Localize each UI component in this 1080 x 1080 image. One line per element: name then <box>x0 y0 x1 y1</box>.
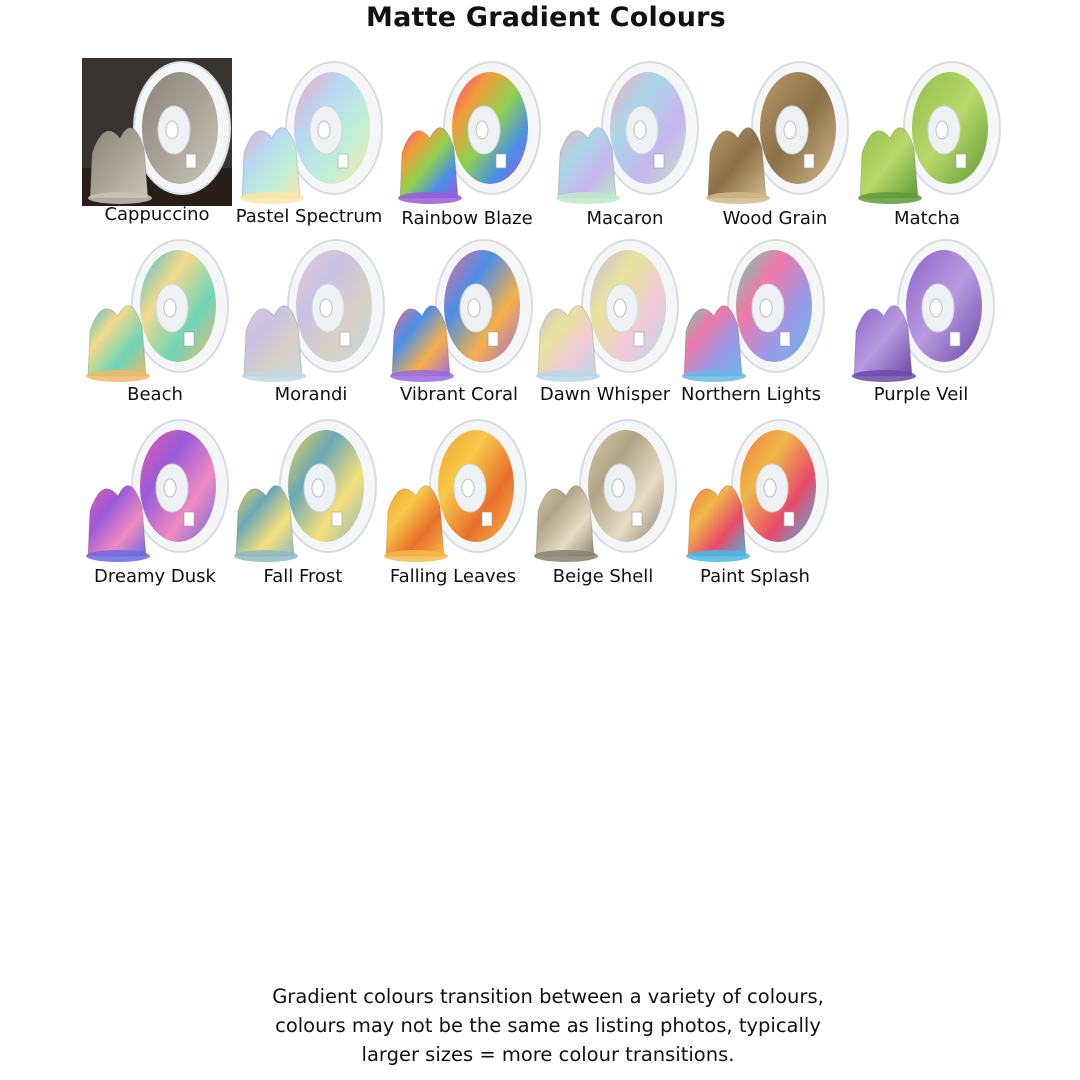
colour-name: Macaron <box>586 208 664 229</box>
footer-note <box>200 982 896 1069</box>
cappuccino-photo-icon <box>82 58 232 206</box>
colour-name: Vibrant Coral <box>400 384 518 405</box>
purple-statue-icon <box>846 236 996 384</box>
beach-phoenix-icon <box>80 236 230 384</box>
colour-name: Purple Veil <box>873 384 969 405</box>
colour-name: Morandi <box>274 384 348 405</box>
matcha-vase-icon <box>852 58 1002 206</box>
colour-name: Northern Lights <box>681 384 821 405</box>
leaves-skull-icon <box>378 416 528 564</box>
page-title: Matte Gradient Colours <box>366 2 726 33</box>
dawn-figure-icon <box>530 236 680 384</box>
rainbow-castle-icon <box>392 58 542 206</box>
wood-house-icon <box>700 58 850 206</box>
pastel-egg-icon <box>234 58 384 206</box>
colour-name: Rainbow Blaze <box>401 208 533 229</box>
colour-name: Beige Shell <box>552 566 654 587</box>
footer-line: Gradient colours transition between a variety of colours, <box>272 985 824 1008</box>
colour-name: Matcha <box>894 208 960 229</box>
morandi-bird-icon <box>236 236 386 384</box>
colour-name: Fall Frost <box>263 566 343 587</box>
colour-name: Wood Grain <box>722 208 828 229</box>
dusk-dragon-icon <box>80 416 230 564</box>
macaron-cake-icon <box>550 58 700 206</box>
colour-name: Paint Splash <box>700 566 810 587</box>
northern-disc-icon <box>676 236 826 384</box>
colour-name: Cappuccino <box>104 204 210 225</box>
coral-head-icon <box>384 236 534 384</box>
beige-bag-icon <box>528 416 678 564</box>
colour-name: Falling Leaves <box>389 566 517 587</box>
colour-name: Beach <box>127 384 183 405</box>
colour-name: Dreamy Dusk <box>94 566 216 587</box>
colour-name: Dawn Whisper <box>539 384 671 405</box>
frost-flower-icon <box>228 416 378 564</box>
colour-name: Pastel Spectrum <box>235 206 383 227</box>
paint-figure-icon <box>680 416 830 564</box>
footer-line: larger sizes = more colour transitions. <box>361 1043 735 1066</box>
footer-line: colours may not be the same as listing photos, typically <box>275 1014 821 1037</box>
